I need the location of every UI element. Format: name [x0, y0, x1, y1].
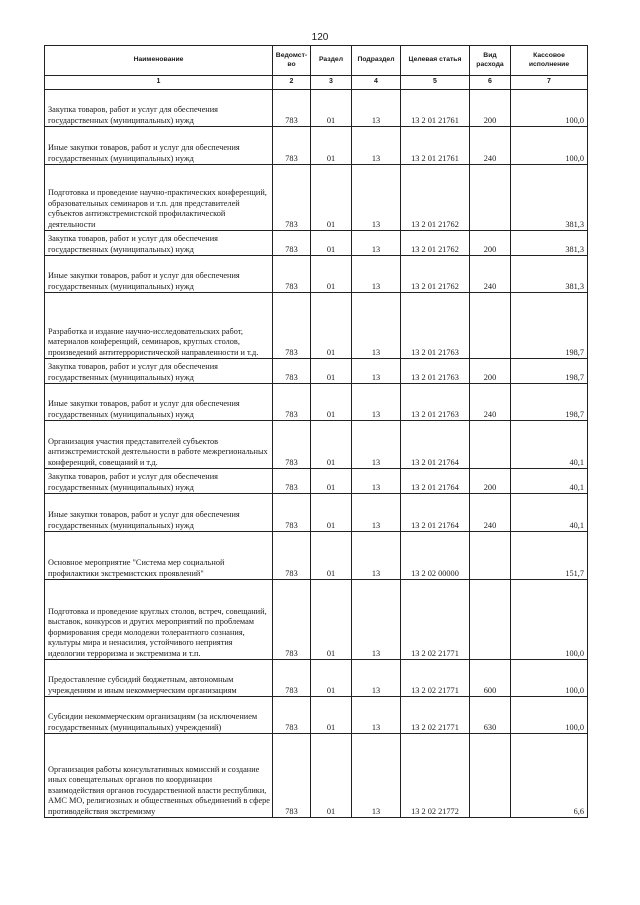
row-target-article: 13 2 01 21761 [401, 90, 470, 127]
row-department: 783 [273, 256, 311, 293]
table-row [45, 359, 588, 384]
row-amount: 6,6 [511, 734, 588, 818]
table-header-row [45, 46, 588, 76]
row-subsection: 13 [352, 90, 401, 127]
row-amount: 198,7 [511, 359, 588, 384]
row-amount: 40,1 [511, 421, 588, 469]
row-name: Организация работы консультативных комиссий и создание иных совещательных органов по координации взаимодействия органов государственной власти республики, АМС МО, религиозных и общественных объединений в сфере противодействия экстремизму [45, 734, 273, 818]
row-subsection: 13 [352, 469, 401, 494]
row-subsection: 13 [352, 421, 401, 469]
row-name: Закупка товаров, работ и услуг для обеспечения государственных (муниципальных) нужд [45, 231, 273, 256]
row-name: Иные закупки товаров, работ и услуг для обеспечения государственных (муниципальных) нужд [45, 127, 273, 165]
row-section: 01 [311, 734, 352, 818]
row-department: 783 [273, 494, 311, 532]
row-expense-type: 240 [470, 256, 511, 293]
row-section: 01 [311, 127, 352, 165]
header-cash-execution: Кассовое исполнение [511, 46, 588, 76]
row-target-article: 13 2 01 21762 [401, 231, 470, 256]
table-row [45, 384, 588, 421]
row-section: 01 [311, 421, 352, 469]
row-department: 783 [273, 231, 311, 256]
row-target-article: 13 2 02 21771 [401, 580, 470, 660]
row-section: 01 [311, 231, 352, 256]
row-subsection: 13 [352, 660, 401, 697]
row-expense-type [470, 532, 511, 580]
row-section: 01 [311, 384, 352, 421]
row-subsection: 13 [352, 532, 401, 580]
row-subsection: 13 [352, 734, 401, 818]
table-row [45, 231, 588, 256]
row-name: Разработка и издание научно-исследовательских работ, материалов конференций, семинаров, круглых столов, произведений антитеррористической направленности и т.д. [45, 293, 273, 359]
row-subsection: 13 [352, 256, 401, 293]
row-target-article: 13 2 01 21762 [401, 165, 470, 231]
row-subsection: 13 [352, 494, 401, 532]
row-subsection: 13 [352, 293, 401, 359]
table-row [45, 421, 588, 469]
row-department: 783 [273, 127, 311, 165]
header-section: Раздел [311, 46, 352, 76]
row-subsection: 13 [352, 359, 401, 384]
row-name: Закупка товаров, работ и услуг для обеспечения государственных (муниципальных) нужд [45, 469, 273, 494]
row-department: 783 [273, 90, 311, 127]
table-row [45, 90, 588, 127]
column-number: 7 [511, 76, 588, 90]
row-name: Подготовка и проведение круглых столов, встреч, совещаний, выставок, конкурсов и других мероприятий по проблемам формирования среди молодежи толерантного сознания, культуры мира и ненасилия, устойчивого неприятия идеологии терроризма и экстремизма и т.п. [45, 580, 273, 660]
header-department: Ведомст-во [273, 46, 311, 76]
row-department: 783 [273, 660, 311, 697]
row-name: Субсидии некоммерческим организациям (за исключением государственных (муниципальных) учреждений) [45, 697, 273, 734]
row-amount: 100,0 [511, 660, 588, 697]
table-row [45, 580, 588, 660]
header-expense-type: Вид расхода [470, 46, 511, 76]
row-expense-type [470, 421, 511, 469]
column-number: 4 [352, 76, 401, 90]
row-expense-type [470, 293, 511, 359]
row-name: Иные закупки товаров, работ и услуг для обеспечения государственных (муниципальных) нужд [45, 256, 273, 293]
row-section: 01 [311, 90, 352, 127]
row-name: Предоставление субсидий бюджетным, автономным учреждениям и иным некоммерческим организациям [45, 660, 273, 697]
row-amount: 151,7 [511, 532, 588, 580]
row-expense-type: 200 [470, 231, 511, 256]
row-target-article: 13 2 01 21761 [401, 127, 470, 165]
row-department: 783 [273, 697, 311, 734]
row-section: 01 [311, 165, 352, 231]
row-target-article: 13 2 01 21764 [401, 494, 470, 532]
row-department: 783 [273, 293, 311, 359]
row-department: 783 [273, 580, 311, 660]
row-target-article: 13 2 02 21771 [401, 697, 470, 734]
row-expense-type: 240 [470, 494, 511, 532]
row-name: Закупка товаров, работ и услуг для обеспечения государственных (муниципальных) нужд [45, 90, 273, 127]
row-name: Иные закупки товаров, работ и услуг для обеспечения государственных (муниципальных) нужд [45, 384, 273, 421]
row-department: 783 [273, 359, 311, 384]
budget-table [44, 45, 588, 818]
row-expense-type [470, 580, 511, 660]
row-expense-type: 200 [470, 469, 511, 494]
row-amount: 40,1 [511, 494, 588, 532]
row-amount: 100,0 [511, 697, 588, 734]
row-section: 01 [311, 469, 352, 494]
page-number: 120 [311, 32, 329, 43]
row-subsection: 13 [352, 384, 401, 421]
row-amount: 100,0 [511, 90, 588, 127]
row-expense-type: 240 [470, 127, 511, 165]
column-number: 6 [470, 76, 511, 90]
row-department: 783 [273, 421, 311, 469]
row-expense-type [470, 165, 511, 231]
row-department: 783 [273, 469, 311, 494]
table-row [45, 660, 588, 697]
row-target-article: 13 2 01 21763 [401, 359, 470, 384]
row-target-article: 13 2 01 21763 [401, 384, 470, 421]
row-name: Подготовка и проведение научно-практических конференций, образовательных семинаров и т.п. для представителей субъектов антиэкстремистской профилактической деятельности [45, 165, 273, 231]
table-row [45, 469, 588, 494]
table-row [45, 734, 588, 818]
row-amount: 100,0 [511, 580, 588, 660]
row-section: 01 [311, 359, 352, 384]
column-number: 3 [311, 76, 352, 90]
row-expense-type [470, 734, 511, 818]
row-name: Основное мероприятие "Система мер социальной профилактики экстремистских проявлений" [45, 532, 273, 580]
column-number: 2 [273, 76, 311, 90]
row-department: 783 [273, 734, 311, 818]
row-name: Закупка товаров, работ и услуг для обеспечения государственных (муниципальных) нужд [45, 359, 273, 384]
row-name: Иные закупки товаров, работ и услуг для обеспечения государственных (муниципальных) нужд [45, 494, 273, 532]
row-department: 783 [273, 165, 311, 231]
table-row [45, 532, 588, 580]
row-target-article: 13 2 02 00000 [401, 532, 470, 580]
header-target-article: Целевая статья [401, 46, 470, 76]
table-row [45, 165, 588, 231]
row-expense-type: 200 [470, 90, 511, 127]
column-number: 5 [401, 76, 470, 90]
row-target-article: 13 2 01 21764 [401, 469, 470, 494]
row-amount: 381,3 [511, 256, 588, 293]
table-row [45, 293, 588, 359]
header-subsection: Подраздел [352, 46, 401, 76]
row-target-article: 13 2 01 21762 [401, 256, 470, 293]
row-name: Организация участия представителей субъектов антиэкстремистской деятельности в работе межрегиональных конференций, совещаний и т.д. [45, 421, 273, 469]
row-amount: 198,7 [511, 293, 588, 359]
row-section: 01 [311, 293, 352, 359]
table-row [45, 697, 588, 734]
row-department: 783 [273, 384, 311, 421]
row-subsection: 13 [352, 697, 401, 734]
row-section: 01 [311, 660, 352, 697]
row-amount: 381,3 [511, 165, 588, 231]
row-expense-type: 200 [470, 359, 511, 384]
row-amount: 381,3 [511, 231, 588, 256]
row-subsection: 13 [352, 580, 401, 660]
row-amount: 40,1 [511, 469, 588, 494]
column-number: 1 [45, 76, 273, 90]
row-subsection: 13 [352, 165, 401, 231]
row-amount: 198,7 [511, 384, 588, 421]
row-target-article: 13 2 01 21764 [401, 421, 470, 469]
row-section: 01 [311, 580, 352, 660]
row-section: 01 [311, 532, 352, 580]
row-expense-type: 240 [470, 384, 511, 421]
row-expense-type: 600 [470, 660, 511, 697]
row-subsection: 13 [352, 127, 401, 165]
row-department: 783 [273, 532, 311, 580]
row-target-article: 13 2 02 21772 [401, 734, 470, 818]
row-section: 01 [311, 256, 352, 293]
header-name: Наименование [45, 46, 273, 76]
table-row [45, 494, 588, 532]
row-expense-type: 630 [470, 697, 511, 734]
table-row [45, 256, 588, 293]
row-section: 01 [311, 494, 352, 532]
row-amount: 100,0 [511, 127, 588, 165]
column-number-row [45, 76, 588, 90]
row-target-article: 13 2 01 21763 [401, 293, 470, 359]
row-section: 01 [311, 697, 352, 734]
table-row [45, 127, 588, 165]
row-target-article: 13 2 02 21771 [401, 660, 470, 697]
row-subsection: 13 [352, 231, 401, 256]
